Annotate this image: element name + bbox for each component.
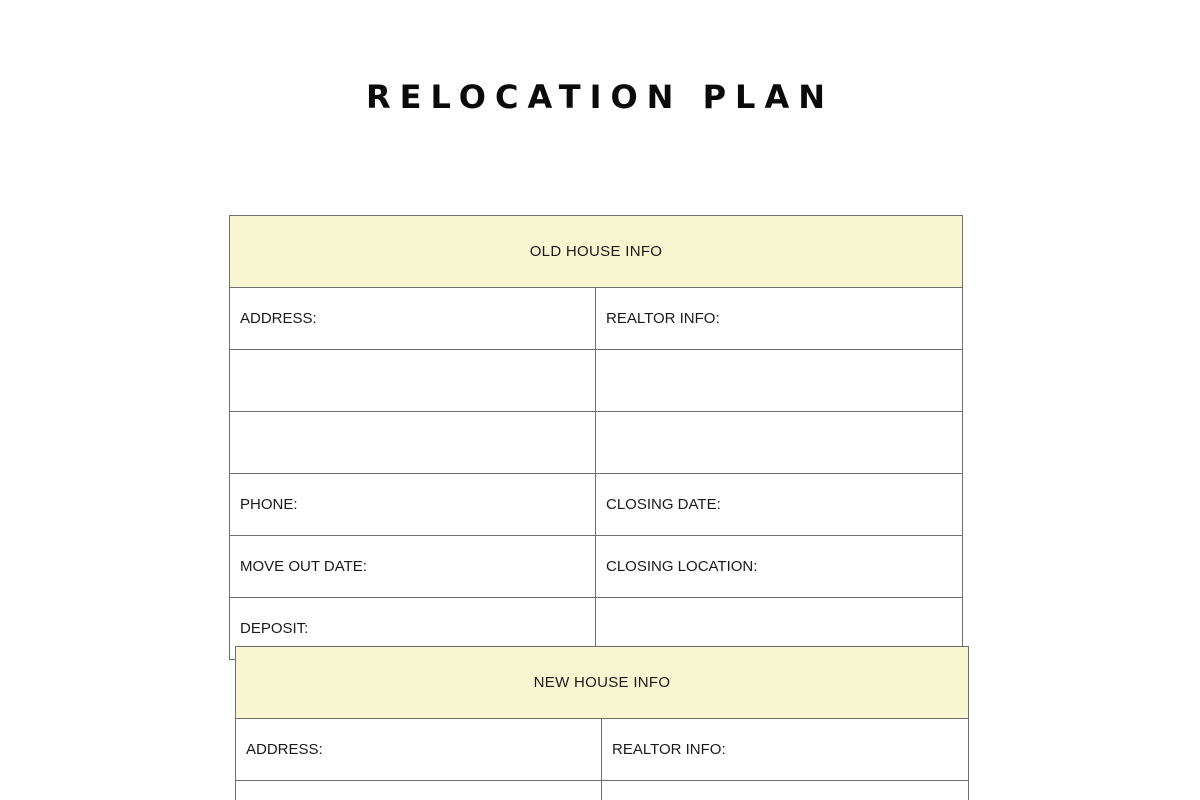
old-house-header: OLD HOUSE INFO <box>230 216 963 288</box>
table-row <box>236 719 969 781</box>
table-row <box>230 474 963 536</box>
table-row <box>230 350 963 412</box>
old-realtor-info-line-3[interactable] <box>596 412 963 474</box>
old-closing-date-label[interactable]: CLOSING DATE: <box>596 474 963 536</box>
table-row <box>230 288 963 350</box>
old-house-info-table <box>229 215 963 660</box>
old-realtor-info-line-2[interactable] <box>596 350 963 412</box>
new-realtor-info-line-2[interactable] <box>602 781 969 800</box>
new-house-info-table <box>235 646 969 800</box>
old-realtor-info-label[interactable]: REALTOR INFO: <box>596 288 963 350</box>
new-house-header: NEW HOUSE INFO <box>236 647 969 719</box>
page-title: RELOCATION PLAN <box>366 78 834 116</box>
new-realtor-info-label[interactable]: REALTOR INFO: <box>602 719 969 781</box>
table-header-row <box>230 216 963 288</box>
old-address-line-3[interactable] <box>230 412 596 474</box>
new-address-line-2[interactable] <box>236 781 602 800</box>
old-closing-location-label[interactable]: CLOSING LOCATION: <box>596 536 963 598</box>
old-move-out-date-label[interactable]: MOVE OUT DATE: <box>230 536 596 598</box>
table-header-row <box>236 647 969 719</box>
table-row <box>230 536 963 598</box>
old-address-label[interactable]: ADDRESS: <box>230 288 596 350</box>
new-address-label[interactable]: ADDRESS: <box>236 719 602 781</box>
table-row <box>236 781 969 800</box>
table-row <box>230 412 963 474</box>
old-deposit-label[interactable]: DEPOSIT: <box>230 598 596 660</box>
old-phone-label[interactable]: PHONE: <box>230 474 596 536</box>
old-address-line-2[interactable] <box>230 350 596 412</box>
